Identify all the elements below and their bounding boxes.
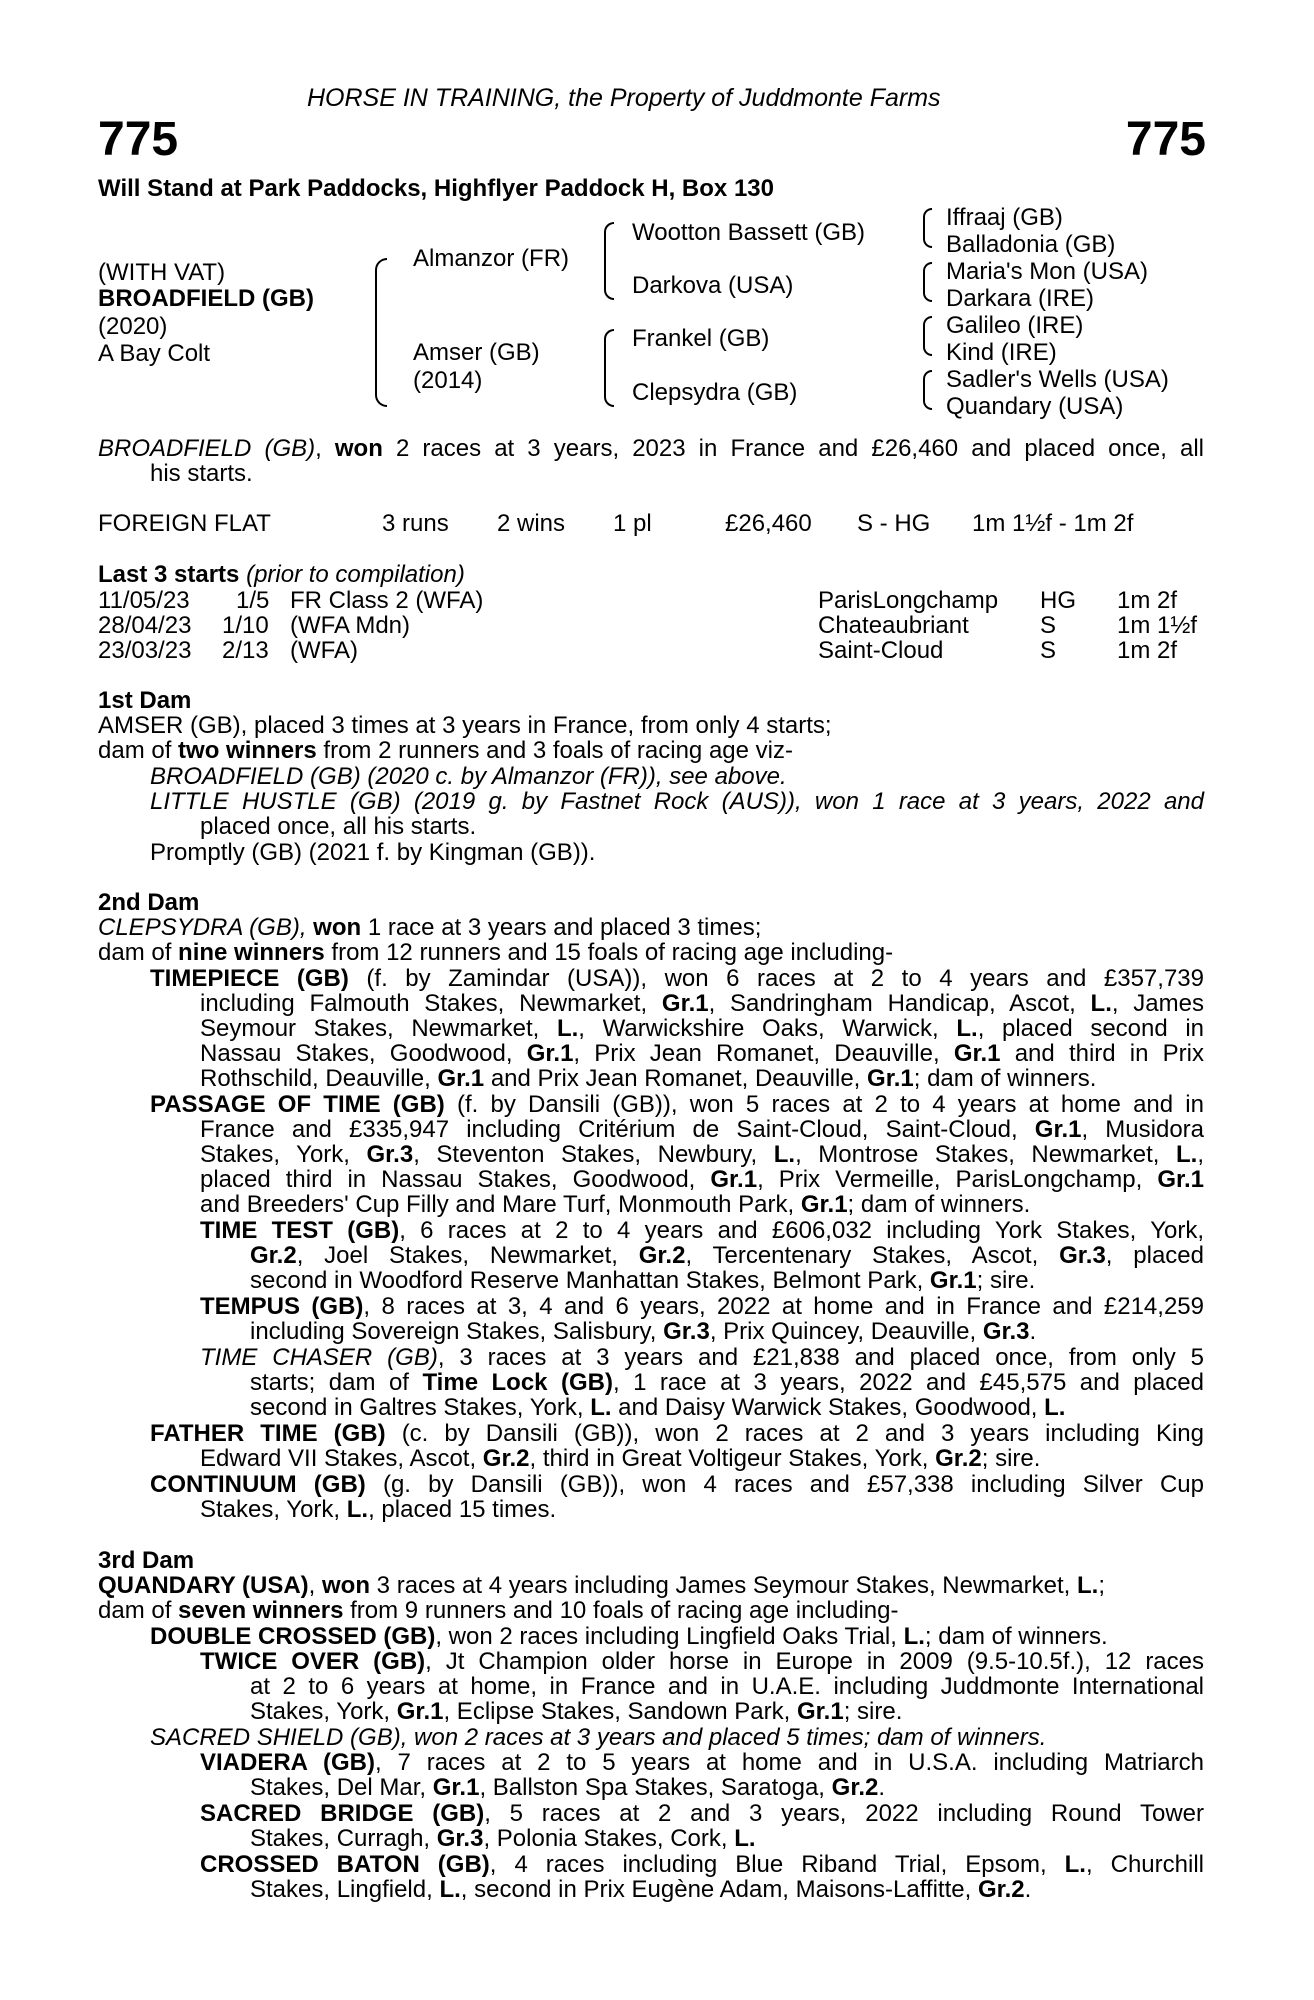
pedigree-brace-main	[375, 258, 387, 407]
record-label: FOREIGN FLAT	[98, 510, 271, 537]
pedigree-dam-sire: Frankel (GB)	[632, 325, 770, 352]
last-starts-title: Last 3 starts	[98, 561, 240, 588]
entry-time-test-2: Gr.2, Joel Stakes, Newmarket, Gr.2, Tercentenary Stakes, Ascot, Gr.3, placed	[250, 1242, 1205, 1269]
start-course: Chateaubriant	[818, 612, 969, 639]
last-starts-heading	[98, 562, 465, 588]
start-race: (WFA)	[290, 637, 358, 664]
start-going: HG	[1040, 587, 1076, 614]
entry-continuum-2: Stakes, York, L., placed 15 times.	[200, 1496, 557, 1523]
start-race: FR Class 2 (WFA)	[290, 587, 484, 614]
entry-passage-of-time-3: Stakes, York, Gr.3, Steventon Stakes, Newbury, L., Montrose Stakes, Newmarket, L.,	[200, 1141, 1204, 1168]
third-dam-heading: 3rd Dam	[98, 1547, 195, 1574]
pedigree-sss: Iffraaj (GB)	[946, 204, 1063, 231]
pedigree-dam-year: (2014)	[413, 367, 483, 394]
entry-time-chaser-2: starts; dam of Time Lock (GB), 1 race at 3 years, 2022 and £45,575 and placed	[250, 1369, 1204, 1396]
pedigree-sire-dam: Darkova (USA)	[632, 272, 794, 299]
entry-sacred-bridge-2: Stakes, Curragh, Gr.3, Polonia Stakes, Cork, L.	[250, 1825, 756, 1852]
pedigree-brace-sire	[604, 222, 614, 300]
third-dam-line-2: dam of seven winners from 9 runners and 10 foals of racing age including-	[98, 1597, 899, 1624]
record-distance: 1m 1½f - 1m 2f	[972, 510, 1134, 537]
record-earnings: £26,460	[725, 510, 812, 537]
summary-text: 2 races at 3 years, 2023 in France and £26,460 and placed once, all	[395, 435, 1204, 462]
entry-tempus-2: including Sovereign Stakes, Salisbury, Gr.3, Prix Quincey, Deauville, Gr.3.	[250, 1318, 1037, 1345]
start-going: S	[1040, 637, 1057, 664]
summary-won: won	[334, 435, 383, 462]
record-wins: 2 wins	[497, 510, 566, 537]
entry-viadera: VIADERA (GB), 7 races at 2 to 5 years at home and in U.S.A. including Matriarch	[200, 1749, 1204, 1776]
second-dam-line-1: CLEPSYDRA (GB), won 1 race at 3 years and placed 3 times;	[98, 914, 762, 941]
first-dam-heading: 1st Dam	[98, 687, 192, 714]
first-dam-line-2: dam of two winners from 2 runners and 3 foals of racing age viz-	[98, 737, 793, 764]
start-distance: 1m 1½f	[1117, 612, 1198, 639]
entry-passage-of-time: PASSAGE OF TIME (GB) (f. by Dansili (GB)), won 5 races at 2 to 4 years at home and in	[150, 1091, 1204, 1118]
pedigree-brace-dd	[923, 370, 932, 410]
entry-timepiece-5: Rothschild, Deauville, Gr.1 and Prix Jean Romanet, Deauville, Gr.1; dam of winners.	[200, 1065, 1097, 1092]
entry-passage-of-time-4: placed third in Nassau Stakes, Goodwood, Gr.1, Prix Vermeille, ParisLongchamp, Gr.1	[200, 1166, 1205, 1193]
stand-location: Will Stand at Park Paddocks, Highflyer Paddock H, Box 130	[98, 175, 774, 202]
entry-continuum: CONTINUUM (GB) (g. by Dansili (GB)), won 4 races and £57,338 including Silver Cup	[150, 1471, 1204, 1498]
entry-timepiece-4: Nassau Stakes, Goodwood, Gr.1, Prix Jean Romanet, Deauville, Gr.1 and third in Prix	[200, 1040, 1205, 1067]
entry-time-chaser: TIME CHASER (GB), 3 races at 3 years and £21,838 and placed once, from only 5	[200, 1344, 1205, 1371]
pedigree-brace-dam	[604, 329, 614, 407]
start-distance: 1m 2f	[1117, 587, 1178, 614]
pedigree-brace-sd	[923, 262, 932, 302]
start-distance: 1m 2f	[1117, 637, 1178, 664]
pedigree-dsd: Kind (IRE)	[946, 339, 1057, 366]
entry-timepiece-2: including Falmouth Stakes, Newmarket, Gr.1, Sandringham Handicap, Ascot, L., James	[200, 990, 1204, 1017]
lot-number-left: 775	[98, 113, 179, 166]
first-dam-foal-promptly: Promptly (GB) (2021 f. by Kingman (GB)).	[150, 839, 596, 866]
entry-father-time-2: Edward VII Stakes, Ascot, Gr.2, third in Great Voltigeur Stakes, York, Gr.2; sire.	[200, 1445, 1041, 1472]
horse-year: (2020)	[98, 313, 168, 340]
horse-description: A Bay Colt	[98, 340, 211, 367]
pedigree-dam: Amser (GB)	[413, 339, 540, 366]
entry-passage-of-time-2: France and £335,947 including Critérium de Saint-Cloud, Saint-Cloud, Gr.1, Musidora	[200, 1116, 1205, 1143]
summary-horse-name: BROADFIELD (GB)	[98, 435, 316, 462]
record-placed: 1 pl	[613, 510, 652, 537]
start-position: 1/5	[236, 587, 270, 614]
start-position: 2/13	[222, 637, 269, 664]
start-date: 28/04/23	[98, 612, 192, 639]
last-starts-note: (prior to compilation)	[246, 561, 465, 588]
pedigree-sire-sire: Wootton Bassett (GB)	[632, 219, 865, 246]
entry-twice-over: TWICE OVER (GB), Jt Champion older horse in Europe in 2009 (9.5-10.5f.), 12 races	[200, 1648, 1205, 1675]
pedigree-sdd: Darkara (IRE)	[946, 285, 1095, 312]
first-dam-foal-broadfield: BROADFIELD (GB) (2020 c. by Almanzor (FR)), see above.	[150, 763, 787, 790]
summary-line-2: his starts.	[150, 460, 253, 487]
third-dam-line-1: QUANDARY (USA), won 3 races at 4 years including James Seymour Stakes, Newmarket, L.;	[98, 1572, 1105, 1599]
horse-summary: BROADFIELD (GB), won 2 races at 3 years, 2023 in France and £26,460 and placed once, all	[98, 435, 1204, 462]
first-dam-foal-little-hustle-cont: placed once, all his starts.	[200, 813, 477, 840]
entry-crossed-baton-2: Stakes, Lingfield, L., second in Prix Eugène Adam, Maisons-Laffitte, Gr.2.	[250, 1876, 1032, 1903]
pedigree-brace-ss	[923, 208, 932, 248]
start-going: S	[1040, 612, 1057, 639]
start-race: (WFA Mdn)	[290, 612, 411, 639]
page-header-title: HORSE IN TRAINING, the Property of Juddmonte Farms	[307, 84, 941, 112]
entry-time-test: TIME TEST (GB), 6 races at 2 to 4 years and £606,032 including York Stakes, York,	[200, 1217, 1205, 1244]
pedigree-dss: Galileo (IRE)	[946, 312, 1084, 339]
pedigree-ddd: Quandary (USA)	[946, 393, 1124, 420]
first-dam-line-1: AMSER (GB), placed 3 times at 3 years in France, from only 4 starts;	[98, 712, 832, 739]
start-date: 23/03/23	[98, 637, 192, 664]
pedigree-dam-dam: Clepsydra (GB)	[632, 379, 798, 406]
pedigree-sire: Almanzor (FR)	[413, 245, 570, 272]
pedigree-brace-ds	[923, 316, 932, 356]
entry-timepiece: TIMEPIECE (GB) (f. by Zamindar (USA)), won 6 races at 2 to 4 years and £357,739	[150, 965, 1204, 992]
pedigree-ssd: Balladonia (GB)	[946, 231, 1116, 258]
entry-tempus: TEMPUS (GB), 8 races at 3, 4 and 6 years, 2022 at home and in France and £214,259	[200, 1293, 1204, 1320]
second-dam-heading: 2nd Dam	[98, 889, 200, 916]
entry-sacred-bridge: SACRED BRIDGE (GB), 5 races at 2 and 3 years, 2022 including Round Tower	[200, 1800, 1204, 1827]
start-course: Saint-Cloud	[818, 637, 944, 664]
entry-father-time: FATHER TIME (GB) (c. by Dansili (GB)), won 2 races at 2 and 3 years including King	[150, 1420, 1204, 1447]
entry-double-crossed: DOUBLE CROSSED (GB), won 2 races including Lingfield Oaks Trial, L.; dam of winners.	[150, 1623, 1108, 1650]
entry-time-test-3: second in Woodford Reserve Manhattan Stakes, Belmont Park, Gr.1; sire.	[250, 1267, 1036, 1294]
horse-name: BROADFIELD (GB)	[98, 285, 314, 312]
entry-twice-over-3: Stakes, York, Gr.1, Eclipse Stakes, Sandown Park, Gr.1; sire.	[250, 1698, 903, 1725]
entry-sacred-shield: SACRED SHIELD (GB), won 2 races at 3 years and placed 5 times; dam of winners.	[150, 1724, 1047, 1751]
entry-viadera-2: Stakes, Del Mar, Gr.1, Ballston Spa Stakes, Saratoga, Gr.2.	[250, 1774, 886, 1801]
lot-number-right: 775	[1125, 113, 1206, 166]
entry-twice-over-2: at 2 to 6 years at home, in France and in U.A.E. including Juddmonte International	[250, 1673, 1204, 1700]
entry-time-chaser-3: second in Galtres Stakes, York, L. and Daisy Warwick Stakes, Goodwood, L.	[250, 1394, 1066, 1421]
entry-crossed-baton: CROSSED BATON (GB), 4 races including Blue Riband Trial, Epsom, L., Churchill	[200, 1851, 1204, 1878]
start-course: ParisLongchamp	[818, 587, 999, 614]
first-dam-foal-little-hustle: LITTLE HUSTLE (GB) (2019 g. by Fastnet Rock (AUS)), won 1 race at 3 years, 2022 and	[150, 788, 1204, 815]
pedigree-sds: Maria's Mon (USA)	[946, 258, 1148, 285]
entry-timepiece-3: Seymour Stakes, Newmarket, L., Warwickshire Oaks, Warwick, L., placed second in	[200, 1015, 1205, 1042]
start-date: 11/05/23	[98, 587, 190, 614]
entry-passage-of-time-5: and Breeders' Cup Filly and Mare Turf, Monmouth Park, Gr.1; dam of winners.	[200, 1191, 1031, 1218]
vat-note: (WITH VAT)	[98, 259, 226, 286]
record-runs: 3 runs	[382, 510, 449, 537]
pedigree-dds: Sadler's Wells (USA)	[946, 366, 1169, 393]
start-position: 1/10	[222, 612, 269, 639]
record-going: S - HG	[857, 510, 931, 537]
second-dam-line-2: dam of nine winners from 12 runners and 15 foals of racing age including-	[98, 939, 894, 966]
